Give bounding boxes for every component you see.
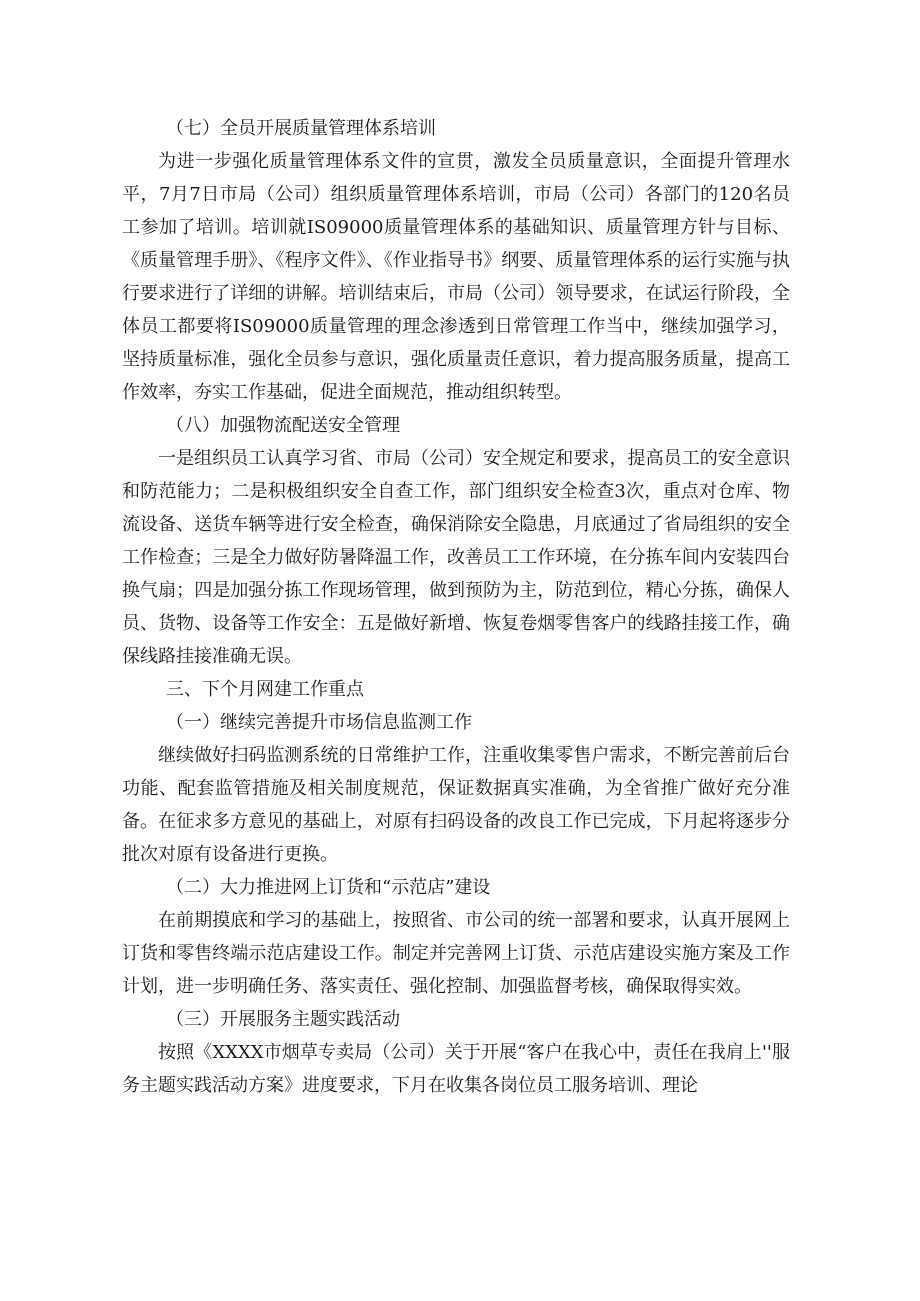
section-heading: （一）继续完善提升市场信息监测工作 — [166, 712, 472, 733]
section-heading: （三）开展服务主题实践活动 — [166, 1009, 400, 1030]
section-heading: （二）大力推进网上订货和“示范店”建设 — [166, 877, 491, 898]
section-paragraph: 为进一步强化质量管理体系文件的宣贯，激发全员质量意识，全面提升管理水平，7月7日市局（公司）组织质量管理体系培训，市局（公司）各部门的120名员工参加了培训。培训就IS09000质量管理体系的基础知识、质量管理方针与目标、《质量管理手册》、《程序文件》、《作业指导书》纲要、质量管理体系的运行实施与执行要求进行了详细的讲解。培训结束后，市局（公司）领导要求，在试运行阶段，全体员工都要将IS09000质量管理的理念渗透到日常管理工作当中，继续加强学习，坚持质量标准，强化全员参与意识，强化质量责任意识，着力提高服务质量，提高工作效率，夯实工作基础，促进全面规范，推动组织转型。 — [122, 151, 790, 403]
section-heading: （七）全员开展质量管理体系培训 — [166, 118, 436, 139]
section-paragraph: 一是组织员工认真学习省、市局（公司）安全规定和要求，提高员工的安全意识和防范能力；二是积极组织安全自查工作，部门组织安全检查3次，重点对仓库、物流设备、送货车辆等进行安全检查，确保消除安全隐患，月底通过了省局组织的安全工作检查；三是全力做好防暑降温工作，改善员工工作环境，在分拣车间内安装四台换气扇；四是加强分拣工作现场管理，做到预防为主，防范到位，精心分拣，确保人员、货物、设备等工作安全：五是做好新增、恢复卷烟零售客户的线路挂接工作，确保线路挂接准确无误。 — [122, 448, 790, 667]
document-page — [122, 112, 790, 1102]
section-paragraph: 在前期摸底和学习的基础上，按照省、市公司的统一部署和要求，认真开展网上订货和零售终端示范店建设工作。制定并完善网上订货、示范店建设实施方案及工作计划，进一步明确任务、落实责任、强化控制、加强监督考核，确保取得实效。 — [122, 910, 790, 997]
section-paragraph: 按照《XXXX市烟草专卖局（公司）关于开展“客户在我心中，责任在我肩上''服务主题实践活动方案》进度要求，下月在收集各岗位员工服务培训、理论 — [122, 1042, 790, 1096]
section-heading: （八）加强物流配送安全管理 — [166, 415, 400, 436]
chapter-heading: 三、下个月网建工作重点 — [166, 679, 364, 700]
section-paragraph: 继续做好扫码监测系统的日常维护工作，注重收集零售户需求，不断完善前后台功能、配套监管措施及相关制度规范，保证数据真实准确，为全省推广做好充分准备。在征求多方意见的基础上，对原有扫码设备的改良工作已完成，下月起将逐步分批次对原有设备进行更换。 — [122, 745, 790, 865]
